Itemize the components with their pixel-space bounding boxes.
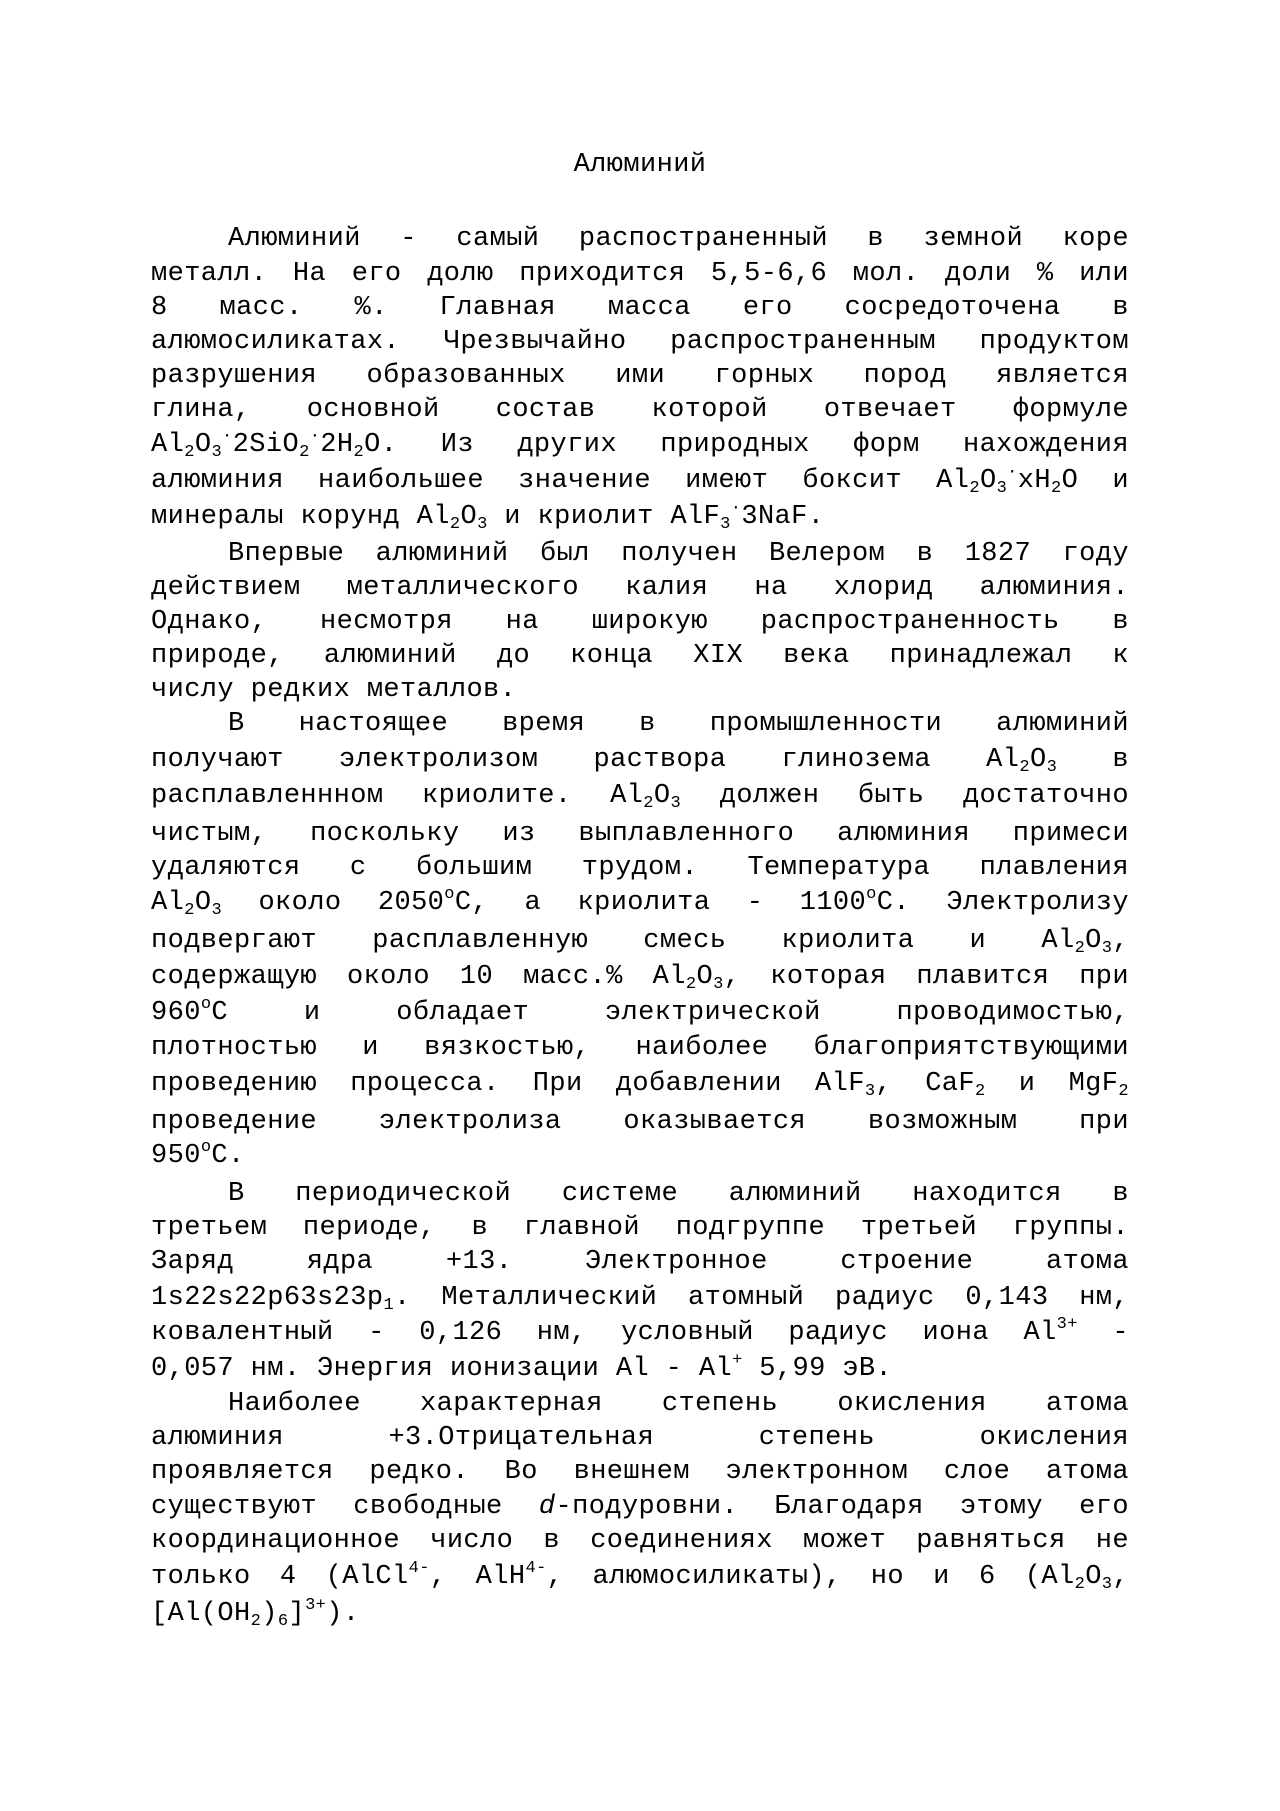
text-line: проведение электролиза оказывается возможным при xyxy=(151,1107,1129,1137)
text-line: минералы корунд $Al_2O_3$ и криолит AlF$_3$·3NaF. xyxy=(151,499,825,534)
text-line: действием металлического калия на хлорид алюминия. xyxy=(151,573,1129,603)
text-line: металл. На его долю приходится 5,5-6,6 мол. доли % или xyxy=(151,259,1129,289)
text-line: проведению процесса. При добавлении AlF$_3$, CaF$_2$ и MgF$_2$ xyxy=(151,1069,1129,1101)
text-line: 960$^o$C и обладает электрической проводимостью, xyxy=(151,995,1129,1028)
text-line: проявляется редко. Во внешнем электронном слое атома xyxy=(151,1457,1129,1487)
text-line: подвергают расплавленную смесь криолита и $Al_2O_3$, xyxy=(151,926,1129,958)
text-line: 8 масс. %. Главная масса его сосредоточена в xyxy=(151,293,1129,323)
text-line: существуют свободные d-подуровни. Благодаря этому его xyxy=(151,1492,1129,1522)
text-line: Алюминий - самый распостраненный в земной коре xyxy=(228,224,1129,254)
text-line: $[Al(OH_2)_6]^{3+}$). xyxy=(151,1596,360,1631)
text-line: Впервые алюминий был получен Велером в 1827 году xyxy=(228,539,1129,569)
text-line: алюминия +3.Отрицательная степень окисления xyxy=(151,1423,1129,1453)
text-line: третьем периоде, в главной подгруппе третьей группы. xyxy=(151,1213,1129,1243)
text-line: В периодической системе алюминий находится в xyxy=(228,1179,1129,1209)
text-line: разрушения образованных ими горных пород является xyxy=(151,361,1129,391)
page-title: Алюминий xyxy=(573,150,707,180)
text-line: $1s22s22p63s23p_1$. Металлический атомный радиус 0,143 нм, xyxy=(151,1283,1129,1315)
text-line: В настоящее время в промышленности алюминий xyxy=(228,709,1129,739)
text-line: чистым, поскольку из выплавленного алюминия примеси xyxy=(151,819,1129,849)
text-line: алюминия наибольшее значение имеют боксит $Al_2O_3^\cdot xH_2O$ и xyxy=(151,463,1129,498)
text-line: числу редких металлов. xyxy=(151,675,517,705)
text-line: удаляются с большим трудом. Температура плавления xyxy=(151,853,1129,883)
text-line: координационное число в соединениях может равняться не xyxy=(151,1526,1129,1556)
text-line: ковалентный - 0,126 нм, условный радиус иона $Al^{3+}$ - xyxy=(151,1315,1129,1348)
text-line: $Al_2O_3^\cdot 2SiO_2^\cdot 2H_2O$. Из других природных форм нахождения xyxy=(151,427,1129,462)
text-line: природе, алюминий до конца XIX века принадлежал к xyxy=(151,641,1129,671)
text-line: Однако, несмотря на широкую распространенность в xyxy=(151,607,1129,637)
text-line: содержащую около 10 масс.% $Al_2O_3$, которая плавится при xyxy=(151,962,1129,994)
text-line: расплавленнном криолите. $Al_2O_3$ должен быть достаточно xyxy=(151,781,1129,813)
text-line: $Al_2O_3$ около 2050$^o$C, а криолита - 1100$^o$C. Электролизу xyxy=(151,885,1129,920)
text-line: 0,057 нм. Энергия ионизации Al - Al+ 5,99 эВ. xyxy=(151,1351,893,1384)
text-line: получают электролизом раствора глинозема $Al_2O_3$ в xyxy=(151,745,1129,777)
text-line: глина, основной состав которой отвечает формуле xyxy=(151,395,1129,425)
text-line: 950$^o$C. xyxy=(151,1138,245,1171)
text-line: алюмосиликатах. Чрезвычайно распространенным продуктом xyxy=(151,327,1129,357)
text-line: плотностью и вязкостью, наиболее благоприятствующими xyxy=(151,1033,1129,1063)
text-line: только 4 (AlCl$^{4-}$, AlH$^{4-}$, алюмосиликаты), но и 6 ($Al_2O_3$, xyxy=(151,1559,1130,1594)
text-line: Заряд ядра +13. Электронное строение атома xyxy=(151,1247,1129,1277)
text-line: Наиболее характерная степень окисления атома xyxy=(228,1389,1129,1419)
